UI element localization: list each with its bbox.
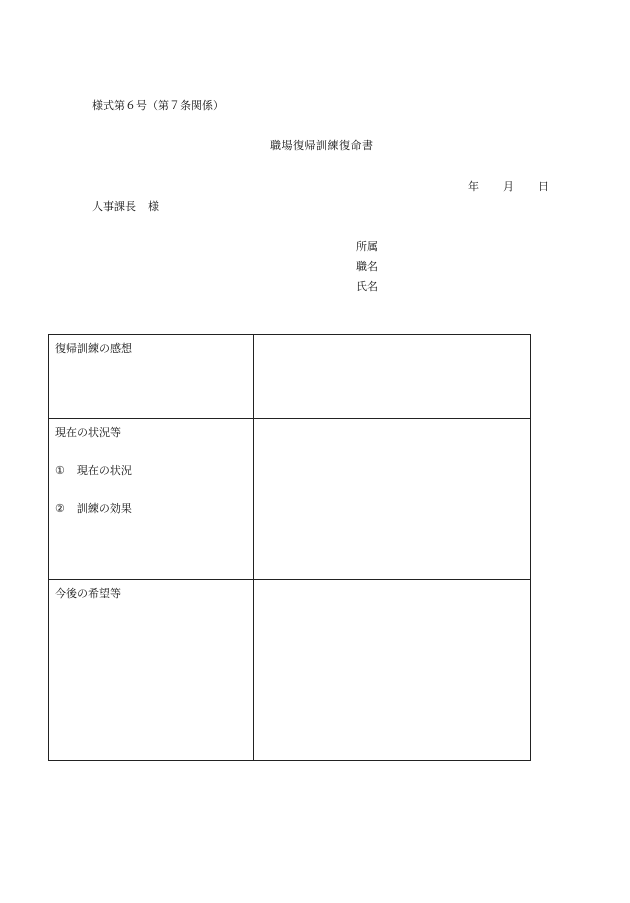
status-item-effect bbox=[55, 500, 247, 516]
status-item-label: 訓練の効果 bbox=[76, 502, 132, 515]
status-label-cell bbox=[49, 419, 254, 580]
status-entry-cell[interactable] bbox=[254, 419, 531, 580]
status-item-number: ② bbox=[55, 502, 65, 515]
document-title: 職場復帰訓練復命書 bbox=[270, 139, 374, 152]
addressee-name: 人事課長 bbox=[92, 200, 136, 213]
hopes-label: 今後の希望等 bbox=[55, 587, 121, 600]
hopes-label-cell bbox=[49, 580, 254, 761]
sender-job-label: 職名 bbox=[356, 260, 378, 273]
status-item-number: ① bbox=[55, 464, 65, 477]
status-item-current bbox=[55, 462, 247, 478]
status-item-label: 現在の状況 bbox=[76, 464, 132, 477]
month-label: 月 bbox=[503, 180, 514, 193]
impressions-entry-cell[interactable] bbox=[254, 335, 531, 419]
report-table bbox=[48, 334, 531, 761]
table-row-impressions bbox=[49, 335, 531, 419]
day-label: 日 bbox=[538, 180, 549, 193]
addressee bbox=[92, 198, 159, 214]
hopes-entry-cell[interactable] bbox=[254, 580, 531, 761]
impressions-label-cell bbox=[49, 335, 254, 419]
impressions-label: 復帰訓練の感想 bbox=[55, 342, 132, 355]
table-row-status bbox=[49, 419, 531, 580]
status-label: 現在の状況等 bbox=[55, 426, 121, 439]
year-label: 年 bbox=[468, 180, 479, 193]
sender-affiliation-label: 所属 bbox=[356, 240, 378, 253]
addressee-honorific: 様 bbox=[148, 200, 159, 213]
form-number: 様式第６号（第７条関係） bbox=[92, 99, 224, 112]
sender-name-label: 氏名 bbox=[356, 280, 378, 293]
table-row-hopes bbox=[49, 580, 531, 761]
date-line bbox=[468, 178, 549, 194]
